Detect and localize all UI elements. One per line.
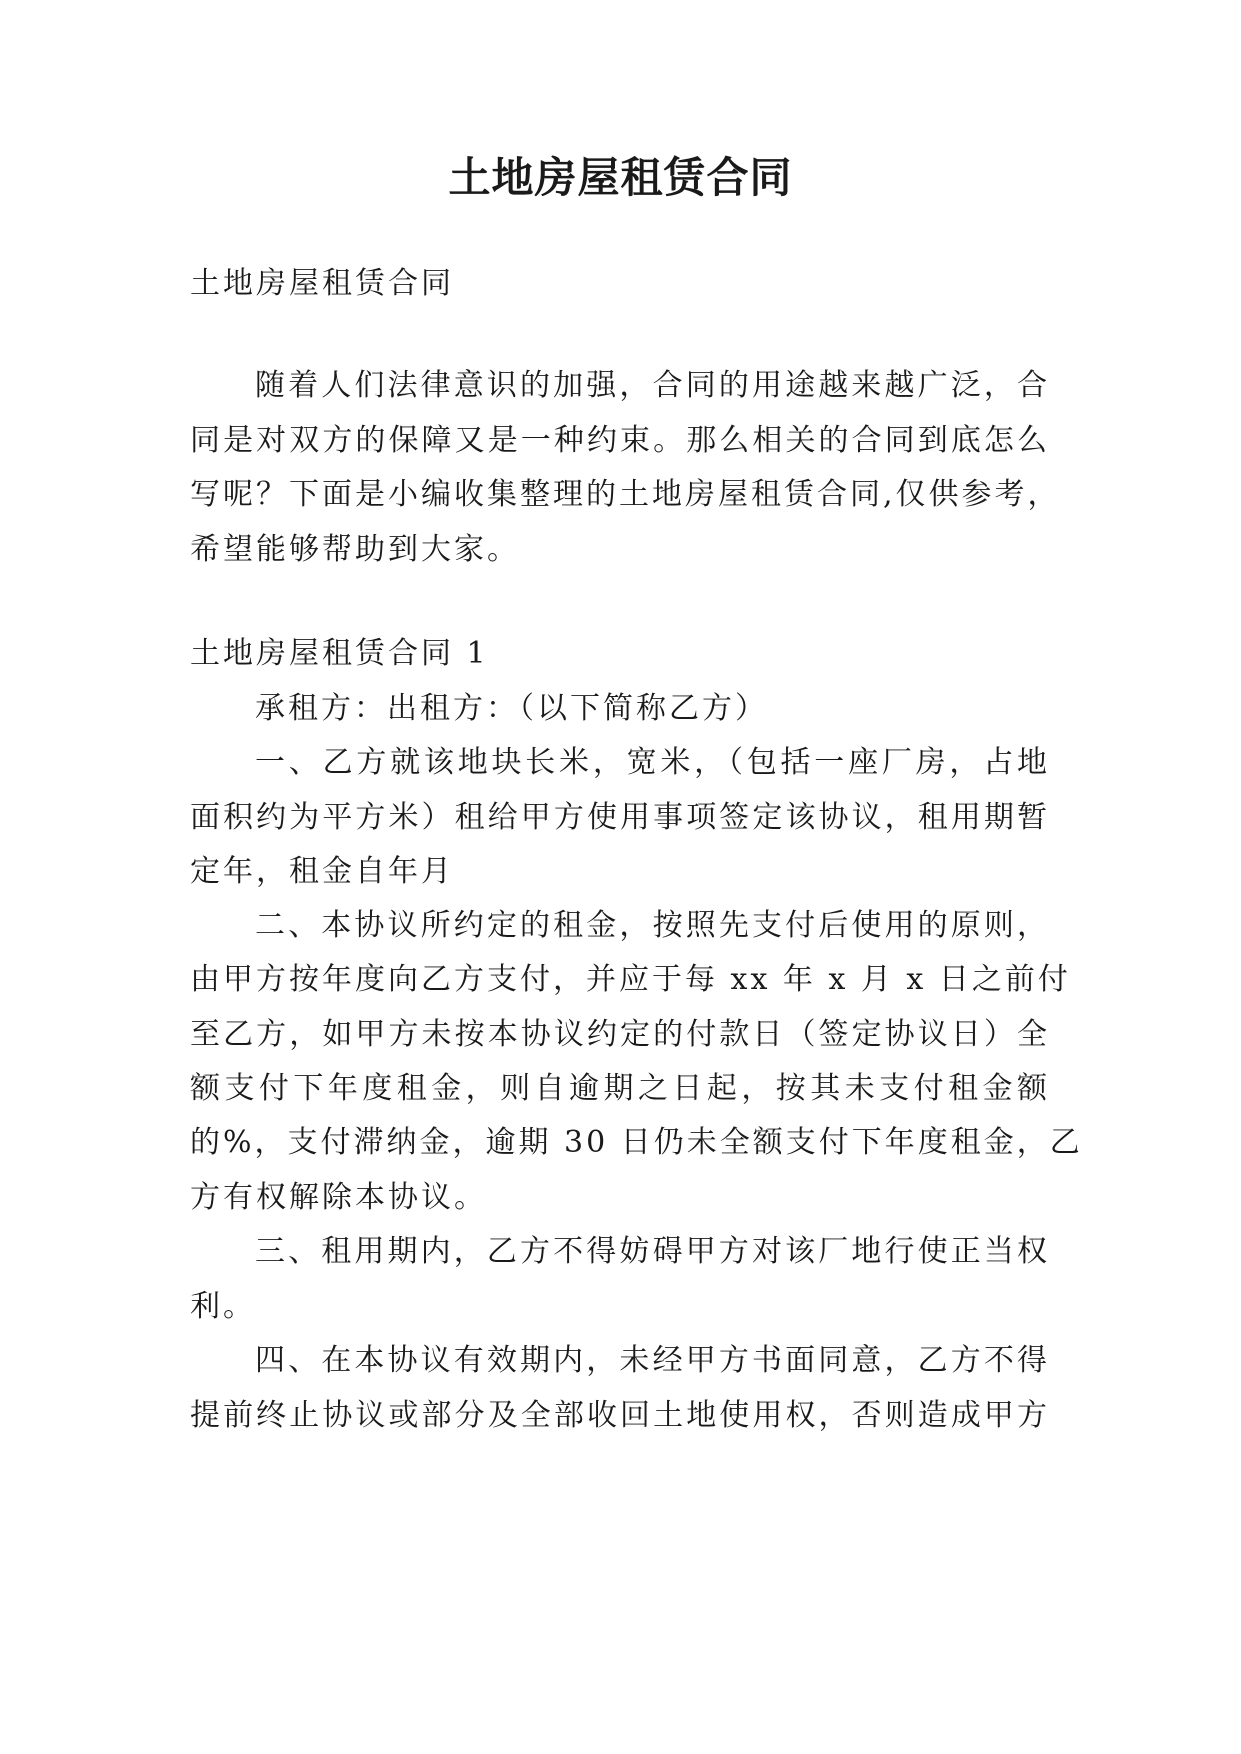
- clause-4-line: 提前终止协议或部分及全部收回土地使用权，否则造成甲方: [190, 1398, 1050, 1433]
- section-heading: 土地房屋租赁合同 1: [190, 636, 489, 671]
- clause-2-line: 二、本协议所约定的租金，按照先支付后使用的原则，: [255, 908, 1050, 943]
- intro-line: 同是对双方的保障又是一种约束。那么相关的合同到底怎么: [190, 423, 1050, 458]
- clause-1-line: 一、乙方就该地块长米，宽米，（包括一座厂房，占地: [255, 745, 1050, 780]
- clause-4-line: 四、在本协议有效期内，未经甲方书面同意，乙方不得: [255, 1343, 1050, 1378]
- clause-2-line: 额支付下年度租金，则自逾期之日起，按其未支付租金额: [190, 1071, 1050, 1106]
- clause-2-line: 的%，支付滞纳金，逾期 30 日仍未全额支付下年度租金，乙: [190, 1125, 1083, 1160]
- document-title: 土地房屋租赁合同: [448, 153, 793, 202]
- clause-3-line: 利。: [190, 1289, 256, 1324]
- intro-line: 写呢？下面是小编收集整理的土地房屋租赁合同,仅供参考，: [190, 477, 1061, 512]
- parties-line: 承租方：出租方：（以下简称乙方）: [255, 691, 768, 726]
- intro-line: 希望能够帮助到大家。: [190, 532, 520, 567]
- intro-line: 随着人们法律意识的加强，合同的用途越来越广泛，合: [255, 368, 1050, 403]
- clause-2-line: 由甲方按年度向乙方支付，并应于每 xx 年 x 月 x 日之前付: [190, 962, 1071, 997]
- clause-1-line: 面积约为平方米）租给甲方使用事项签定该协议，租用期暂: [190, 800, 1050, 835]
- clause-2-line: 方有权解除本协议。: [190, 1180, 487, 1215]
- clause-1-line: 定年，租金自年月: [190, 854, 454, 889]
- clause-3-line: 三、租用期内，乙方不得妨碍甲方对该厂地行使正当权: [255, 1234, 1050, 1269]
- clause-2-line: 至乙方，如甲方未按本协议约定的付款日（签定协议日）全: [190, 1017, 1050, 1052]
- document-subtitle: 土地房屋租赁合同: [190, 266, 454, 301]
